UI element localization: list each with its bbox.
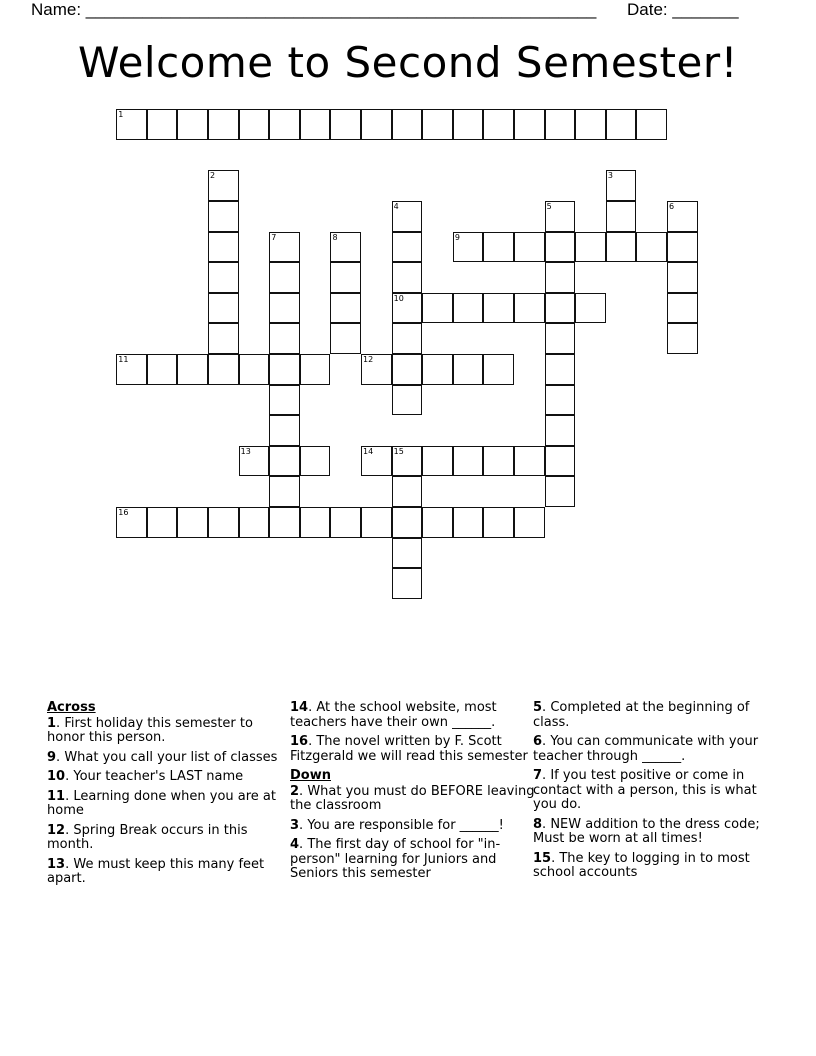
- crossword-cell[interactable]: [392, 538, 423, 569]
- crossword-cell[interactable]: [330, 323, 361, 354]
- crossword-cell[interactable]: [269, 323, 300, 354]
- clue-number-label: 9: [454, 232, 460, 242]
- crossword-cell[interactable]: [208, 262, 239, 293]
- clue-number: 16: [290, 734, 309, 749]
- crossword-cell[interactable]: [392, 476, 423, 507]
- crossword-cell[interactable]: [177, 507, 208, 538]
- clue-text: You are responsible for ______!: [307, 817, 504, 833]
- down-clue-2: 2. What you must do BEFORE leaving the classroom: [290, 783, 535, 813]
- crossword-cell[interactable]: [606, 232, 637, 263]
- clues-column-2: [290, 701, 535, 887]
- across-clue-13: 13. We must keep this many feet apart.: [47, 856, 265, 886]
- down-clue-6: 6. You can communicate with your teacher through ______.: [533, 734, 759, 764]
- crossword-cell[interactable]: [514, 109, 545, 140]
- crossword-cell[interactable]: [453, 109, 484, 140]
- crossword-cell[interactable]: [330, 507, 361, 538]
- clue-number-label: 5: [546, 202, 552, 212]
- clue-text: What you call your list of classes: [64, 749, 278, 765]
- clue-text: The first day of school for "in-person" learning for Juniors and Seniors this semester: [290, 837, 501, 881]
- crossword-cell[interactable]: [545, 415, 576, 446]
- down-clue-15: 15. The key to logging in to most school accounts: [533, 850, 750, 880]
- crossword-cell[interactable]: [177, 109, 208, 140]
- clue-text: We must keep this many feet apart.: [47, 856, 265, 886]
- clue-text: First holiday this semester to honor this person.: [47, 715, 253, 745]
- crossword-cell[interactable]: [392, 446, 423, 477]
- clue-text: The novel written by F. Scott Fitzgerald we will read this semester: [290, 734, 528, 764]
- crossword-cell[interactable]: [483, 507, 514, 538]
- crossword-cell[interactable]: [667, 262, 698, 293]
- crossword-cell[interactable]: [116, 109, 147, 140]
- crossword-cell[interactable]: [392, 568, 423, 599]
- crossword-cell[interactable]: [116, 507, 147, 538]
- clue-number-label: 11: [118, 355, 129, 365]
- clue-number: 9: [47, 749, 57, 765]
- clue-number: 2: [290, 783, 300, 799]
- crossword-cell[interactable]: [606, 170, 637, 201]
- crossword-cell[interactable]: [453, 507, 484, 538]
- crossword-cell[interactable]: [208, 323, 239, 354]
- crossword-cell[interactable]: [453, 232, 484, 263]
- crossword-cell[interactable]: [545, 476, 576, 507]
- clue-number: 5: [533, 700, 543, 715]
- clue-text: The key to logging in to most school accounts: [533, 850, 750, 880]
- crossword-cell[interactable]: [269, 507, 300, 538]
- clue-number: 15: [533, 850, 552, 866]
- across-heading: Across: [47, 700, 96, 715]
- crossword-cell[interactable]: [208, 354, 239, 385]
- clue-text: At the school website, most teachers have their own ______.: [290, 700, 497, 730]
- crossword-cell[interactable]: [483, 354, 514, 385]
- crossword-cell[interactable]: [667, 293, 698, 324]
- crossword-cell[interactable]: [361, 354, 392, 385]
- crossword-cell[interactable]: [636, 109, 667, 140]
- crossword-cell[interactable]: [392, 201, 423, 232]
- crossword-cell[interactable]: [208, 232, 239, 263]
- crossword-cell[interactable]: [575, 293, 606, 324]
- name-field-label: Name: ______________________________________________________: [31, 0, 597, 19]
- crossword-cell[interactable]: [422, 507, 453, 538]
- crossword-cell[interactable]: [269, 354, 300, 385]
- clue-number: 8: [533, 816, 543, 832]
- crossword-cell[interactable]: [300, 446, 331, 477]
- crossword-cell[interactable]: [147, 354, 178, 385]
- crossword-cell[interactable]: [545, 109, 576, 140]
- crossword-cell[interactable]: [392, 109, 423, 140]
- crossword-cell[interactable]: [545, 323, 576, 354]
- clue-number-label: 13: [240, 446, 251, 456]
- clue-text: If you test positive or come in contact with a person, this is what you do.: [533, 768, 757, 812]
- clue-text: You can communicate with your teacher through ______.: [533, 734, 759, 764]
- crossword-cell[interactable]: [239, 507, 270, 538]
- clue-number: 12: [47, 822, 66, 838]
- clue-text: What you must do BEFORE leaving the classroom: [290, 783, 535, 813]
- crossword-cell[interactable]: [606, 201, 637, 232]
- crossword-cell[interactable]: [147, 109, 178, 140]
- clue-number-label: 1: [118, 110, 124, 120]
- crossword-cell[interactable]: [361, 109, 392, 140]
- crossword-cell[interactable]: [392, 354, 423, 385]
- crossword-cell[interactable]: [208, 201, 239, 232]
- crossword-cell[interactable]: [361, 446, 392, 477]
- across-clue-9: 9. What you call your list of classes: [47, 749, 278, 765]
- crossword-cell[interactable]: [667, 323, 698, 354]
- clues-column-3: [533, 701, 778, 886]
- crossword-cell[interactable]: [667, 201, 698, 232]
- clue-number-label: 16: [118, 508, 129, 518]
- down-clue-7: 7. If you test positive or come in contact with a person, this is what you do.: [533, 768, 757, 812]
- crossword-cell[interactable]: [575, 109, 606, 140]
- across-clue-12: 12. Spring Break occurs in this month.: [47, 822, 248, 852]
- clue-number: 14: [290, 700, 309, 715]
- clue-number: 4: [290, 837, 300, 852]
- clue-number-label: 8: [332, 232, 338, 242]
- down-clue-5: 5. Completed at the beginning of class.: [533, 700, 750, 730]
- across-clue-1: 1. First holiday this semester to honor this person.: [47, 715, 253, 745]
- crossword-cell[interactable]: [545, 446, 576, 477]
- crossword-cell[interactable]: [208, 507, 239, 538]
- crossword-cell[interactable]: [545, 201, 576, 232]
- across-clue-11: 11. Learning done when you are at home: [47, 788, 276, 818]
- clue-number-label: 4: [393, 202, 399, 212]
- crossword-cell[interactable]: [392, 262, 423, 293]
- crossword-cell[interactable]: [392, 293, 423, 324]
- crossword-cell[interactable]: [177, 354, 208, 385]
- crossword-cell[interactable]: [545, 262, 576, 293]
- clue-number: 13: [47, 856, 66, 872]
- crossword-cell[interactable]: [269, 262, 300, 293]
- crossword-cell[interactable]: [300, 354, 331, 385]
- crossword-cell[interactable]: [636, 232, 667, 263]
- crossword-cell[interactable]: [514, 446, 545, 477]
- crossword-cell[interactable]: [545, 354, 576, 385]
- crossword-cell[interactable]: [269, 446, 300, 477]
- clue-number-label: 3: [607, 171, 613, 181]
- across-clue-16: 16. The novel written by F. Scott Fitzgerald we will read this semester: [290, 734, 528, 764]
- clues-column-1: [47, 701, 292, 892]
- clue-number-label: 6: [669, 202, 675, 212]
- clue-number: 7: [533, 768, 543, 783]
- crossword-cell[interactable]: [575, 232, 606, 263]
- crossword-cell[interactable]: [208, 109, 239, 140]
- crossword-cell[interactable]: [483, 232, 514, 263]
- crossword-cell[interactable]: [422, 354, 453, 385]
- crossword-cell[interactable]: [453, 446, 484, 477]
- crossword-cell[interactable]: [330, 262, 361, 293]
- clue-number-label: 14: [363, 446, 374, 456]
- crossword-cell[interactable]: [392, 323, 423, 354]
- crossword-cell[interactable]: [239, 354, 270, 385]
- date-field-label: Date: _______: [627, 0, 739, 19]
- crossword-cell[interactable]: [667, 232, 698, 263]
- crossword-cell[interactable]: [116, 354, 147, 385]
- down-clue-4: 4. The first day of school for "in-person" learning for Juniors and Seniors this semester: [290, 837, 501, 881]
- crossword-cell[interactable]: [422, 446, 453, 477]
- crossword-cell[interactable]: [606, 109, 637, 140]
- across-clue-10: 10. Your teacher's LAST name: [47, 769, 244, 784]
- crossword-cell[interactable]: [514, 507, 545, 538]
- clue-text: NEW addition to the dress code; Must be worn at all times!: [533, 816, 760, 846]
- crossword-cell[interactable]: [453, 293, 484, 324]
- clue-text: Spring Break occurs in this month.: [47, 822, 248, 852]
- crossword-cell[interactable]: [483, 293, 514, 324]
- crossword-cell[interactable]: [239, 446, 270, 477]
- crossword-cell[interactable]: [392, 507, 423, 538]
- crossword-cell[interactable]: [208, 170, 239, 201]
- crossword-cell[interactable]: [514, 232, 545, 263]
- crossword-cell[interactable]: [269, 385, 300, 416]
- clue-text: Completed at the beginning of class.: [533, 700, 750, 730]
- page-title: Welcome to Second Semester!: [78, 38, 738, 87]
- crossword-cell[interactable]: [392, 385, 423, 416]
- clue-number-label: 15: [393, 446, 404, 456]
- crossword-cell[interactable]: [545, 293, 576, 324]
- crossword-cell[interactable]: [269, 415, 300, 446]
- down-heading: Down: [290, 768, 331, 783]
- clue-number: 1: [47, 715, 57, 731]
- crossword-cell[interactable]: [361, 507, 392, 538]
- crossword-cell[interactable]: [422, 109, 453, 140]
- clue-number-label: 2: [210, 171, 216, 181]
- clue-number-label: 12: [363, 355, 374, 365]
- crossword-cell[interactable]: [330, 232, 361, 263]
- crossword-cell[interactable]: [545, 385, 576, 416]
- crossword-cell[interactable]: [147, 507, 178, 538]
- crossword-cell[interactable]: [483, 109, 514, 140]
- clue-number-label: 7: [271, 232, 277, 242]
- crossword-cell[interactable]: [422, 293, 453, 324]
- across-clue-14: 14. At the school website, most teachers have their own ______.: [290, 700, 497, 730]
- crossword-cell[interactable]: [514, 293, 545, 324]
- crossword-cell[interactable]: [545, 232, 576, 263]
- crossword-cell[interactable]: [453, 354, 484, 385]
- crossword-cell[interactable]: [239, 109, 270, 140]
- clue-number: 10: [47, 769, 66, 784]
- down-clue-3: 3. You are responsible for ______!: [290, 817, 504, 833]
- clue-text: Learning done when you are at home: [47, 788, 276, 818]
- down-clue-8: 8. NEW addition to the dress code; Must be worn at all times!: [533, 816, 760, 846]
- crossword-cell[interactable]: [269, 232, 300, 263]
- crossword-cell[interactable]: [483, 446, 514, 477]
- crossword-cell[interactable]: [300, 507, 331, 538]
- crossword-cell[interactable]: [300, 109, 331, 140]
- crossword-cell[interactable]: [269, 476, 300, 507]
- clue-number-label: 10: [393, 293, 404, 303]
- clue-number: 11: [47, 788, 66, 804]
- crossword-cell[interactable]: [269, 109, 300, 140]
- clue-number: 3: [290, 817, 300, 833]
- clue-number: 6: [533, 734, 543, 749]
- clue-text: Your teacher's LAST name: [73, 769, 244, 784]
- crossword-cell[interactable]: [392, 232, 423, 263]
- crossword-cell[interactable]: [330, 109, 361, 140]
- crossword-cell[interactable]: [269, 293, 300, 324]
- crossword-cell[interactable]: [330, 293, 361, 324]
- crossword-cell[interactable]: [208, 293, 239, 324]
